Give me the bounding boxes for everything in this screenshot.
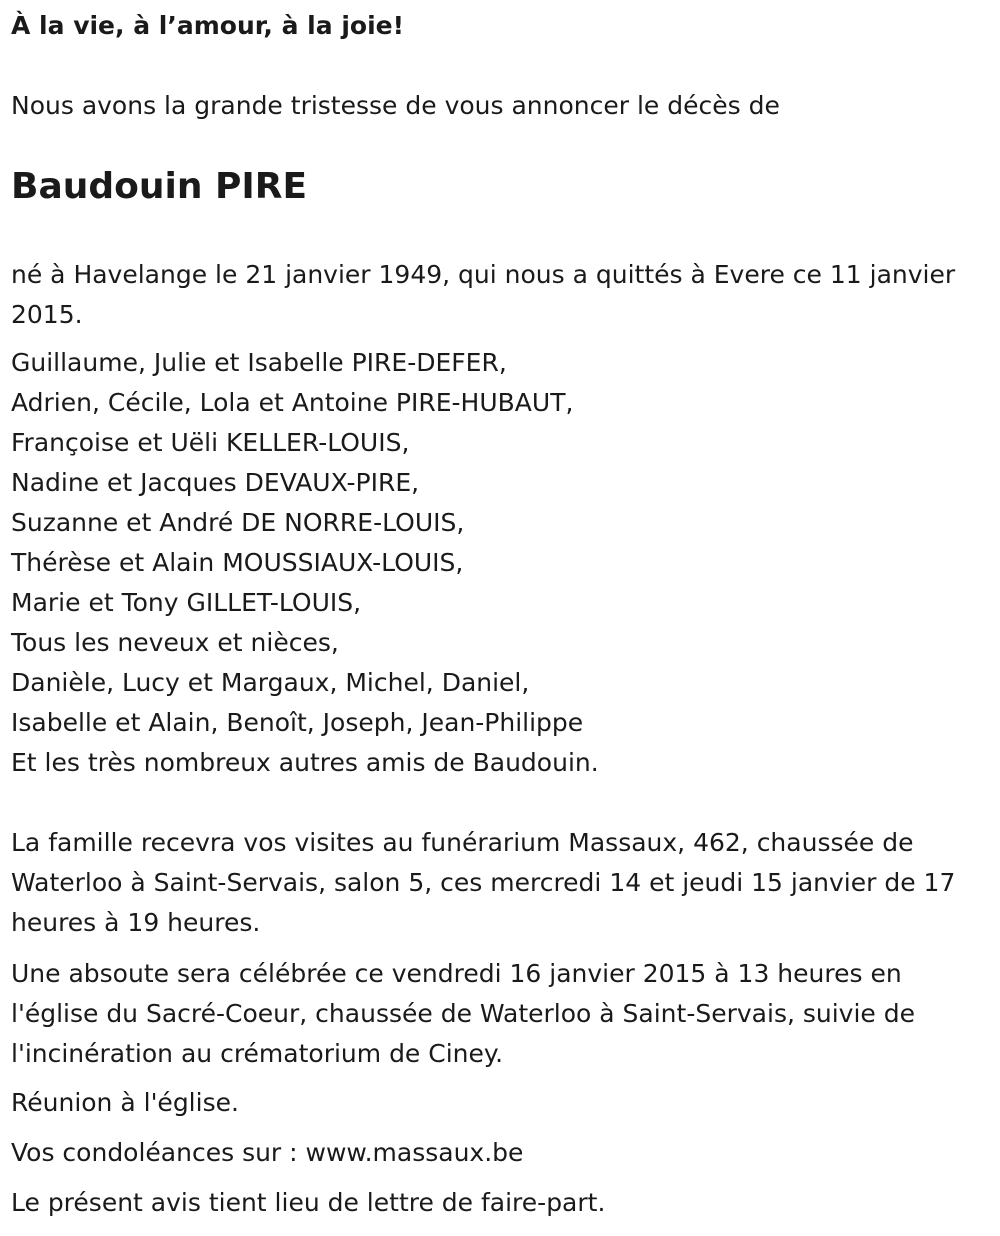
reunion-text: Réunion à l'église. [11, 1088, 239, 1117]
family-list [11, 343, 986, 783]
family-line: Guillaume, Julie et Isabelle PIRE-DEFER, [11, 348, 507, 377]
family-line: Marie et Tony GILLET-LOUIS, [11, 588, 362, 617]
intro-text: Nous avons la grande tristesse de vous annoncer le décès de [11, 91, 780, 120]
family-line: Isabelle et Alain, Benoît, Joseph, Jean-Philippe [11, 708, 584, 737]
family-line: Nadine et Jacques DEVAUX-PIRE, [11, 468, 420, 497]
family-line: Et les très nombreux autres amis de Baudouin. [11, 748, 599, 777]
family-line: Thérèse et Alain MOUSSIAUX-LOUIS, [11, 548, 464, 577]
family-line: Françoise et Uëli KELLER-LOUIS, [11, 428, 410, 457]
family-line: Suzanne et André DE NORRE-LOUIS, [11, 508, 465, 537]
family-line: Danièle, Lucy et Margaux, Michel, Daniel, [11, 668, 530, 697]
visits-text: La famille recevra vos visites au funérarium Massaux, 462, chaussée de Waterloo à Saint-Servais, salon 5, ces mercredi 14 et jeudi 15 janvier de 17 heures à 19 heures. [11, 828, 956, 937]
condolences-text: Vos condoléances sur : www.massaux.be [11, 1138, 524, 1167]
epigraph: À la vie, à l’amour, à la joie! [11, 11, 404, 40]
faire-part-text: Le présent avis tient lieu de lettre de faire-part. [11, 1188, 606, 1217]
absoute-text: Une absoute sera célébrée ce vendredi 16 janvier 2015 à 13 heures en l'église du Sacré-Coeur, chaussée de Waterloo à Saint-Servais, suivie de l'incinération au crématorium de Ciney. [11, 959, 915, 1068]
family-line: Adrien, Cécile, Lola et Antoine PIRE-HUBAUT, [11, 388, 574, 417]
family-line: Tous les neveux et nièces, [11, 628, 339, 657]
deceased-name: Baudouin PIRE [11, 166, 308, 207]
birth-death-text: né à Havelange le 21 janvier 1949, qui nous a quittés à Evere ce 11 janvier 2015. [11, 260, 956, 329]
